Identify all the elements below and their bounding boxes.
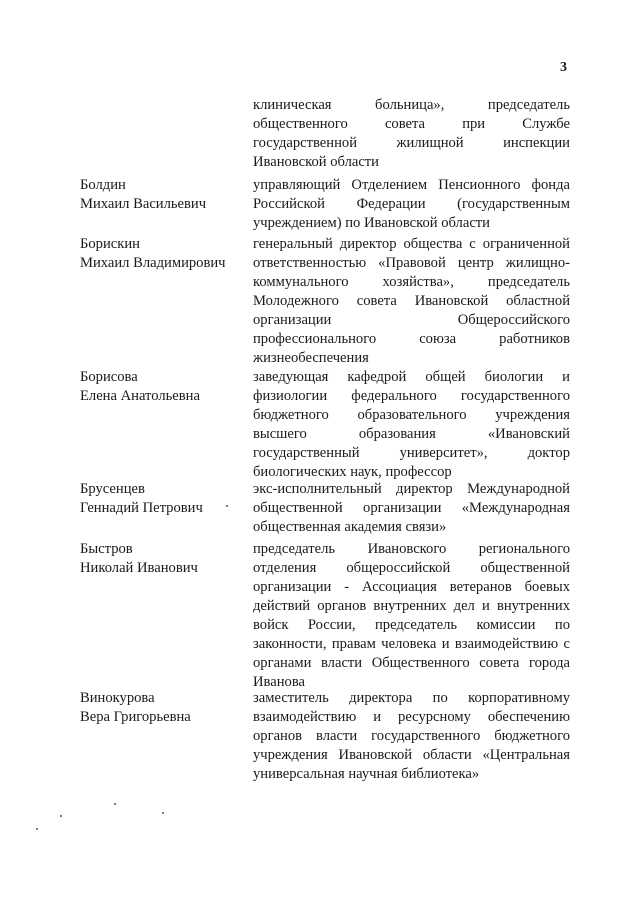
member-given-names: Вера Григорьевна bbox=[80, 709, 191, 725]
member-position bbox=[253, 689, 570, 784]
description-line: высшего образования «Ивановский bbox=[253, 426, 570, 442]
member-position bbox=[253, 480, 570, 537]
member-name bbox=[80, 176, 245, 214]
description-line: жизнеобеспечения bbox=[253, 350, 369, 366]
member-name bbox=[80, 368, 245, 406]
description-line: законности, правам человека и взаимодействию с bbox=[253, 636, 570, 652]
description-line: Ивановской области bbox=[253, 154, 379, 170]
description-line: государственный университет», доктор bbox=[253, 445, 570, 461]
description-line: взаимодействию и ресурсному обеспечению bbox=[253, 709, 570, 725]
member-given-names: Елена Анатольевна bbox=[80, 388, 200, 404]
member-name bbox=[80, 235, 245, 273]
description-line: клиническая больница», председатель bbox=[253, 97, 570, 113]
description-line: государственной жилищной инспекции bbox=[253, 135, 570, 151]
continuation-description bbox=[253, 96, 570, 172]
description-line: органов власти государственного бюджетного bbox=[253, 728, 570, 744]
member-given-names: Михаил Васильевич bbox=[80, 196, 207, 212]
description-line: действий органов внутренних дел и внутренних bbox=[253, 598, 570, 614]
member-surname: Борискин bbox=[80, 236, 140, 252]
description-line: ответственностью «Правовой центр жилищно- bbox=[253, 255, 570, 271]
description-line: универсальная научная библиотека» bbox=[253, 766, 480, 782]
description-line: председатель Ивановского регионального bbox=[253, 541, 570, 557]
description-line: общественная академия связи» bbox=[253, 519, 447, 535]
scan-speck bbox=[162, 812, 164, 814]
member-name bbox=[80, 689, 245, 727]
member-given-names: Николай Иванович bbox=[80, 560, 198, 576]
scan-speck bbox=[114, 803, 116, 805]
description-line: профессионального союза работников bbox=[253, 331, 570, 347]
member-surname: Брусенцев bbox=[80, 481, 145, 497]
member-name bbox=[80, 540, 245, 578]
description-line: биологических наук, профессор bbox=[253, 464, 452, 480]
description-line: учреждением) по Ивановской области bbox=[253, 215, 490, 231]
scan-speck bbox=[36, 828, 38, 830]
description-line: управляющий Отделением Пенсионного фонда bbox=[253, 177, 570, 193]
member-surname: Быстров bbox=[80, 541, 133, 557]
description-line: Российской Федерации (государственным bbox=[253, 196, 570, 212]
member-surname: Болдин bbox=[80, 177, 126, 193]
member-position bbox=[253, 235, 570, 368]
member-name bbox=[80, 480, 245, 518]
member-position bbox=[253, 368, 570, 482]
description-line: отделения общероссийской общественной bbox=[253, 560, 570, 576]
description-line: физиологии федерального государственного bbox=[253, 388, 570, 404]
description-line: бюджетного образовательного учреждения bbox=[253, 407, 570, 423]
description-line: Иванова bbox=[253, 674, 305, 690]
description-line: Молодежного совета Ивановской областной bbox=[253, 293, 570, 309]
description-line: заместитель директора по корпоративному bbox=[253, 690, 570, 706]
member-given-names: Геннадий Петрович bbox=[80, 500, 203, 516]
description-line: органами власти Общественного совета города bbox=[253, 655, 570, 671]
member-given-names: Михаил Владимирович bbox=[80, 255, 226, 271]
scan-speck bbox=[60, 815, 62, 817]
description-line: экс-исполнительный директор Международной bbox=[253, 481, 570, 497]
description-line: генеральный директор общества с ограниченной bbox=[253, 236, 570, 252]
description-line: организации - Ассоциация ветеранов боевых bbox=[253, 579, 570, 595]
scan-speck bbox=[226, 505, 228, 507]
description-line: общественного совета при Службе bbox=[253, 116, 570, 132]
description-line: заведующая кафедрой общей биологии и bbox=[253, 369, 570, 385]
member-position bbox=[253, 176, 570, 233]
description-line: коммунального хозяйства», председатель bbox=[253, 274, 570, 290]
page-number: 3 bbox=[560, 60, 567, 75]
description-line: войск России, председатель комиссии по bbox=[253, 617, 570, 633]
member-surname: Винокурова bbox=[80, 690, 155, 706]
description-line: общественной организации «Международная bbox=[253, 500, 570, 516]
member-position bbox=[253, 540, 570, 692]
description-line: организации Общероссийского bbox=[253, 312, 570, 328]
member-surname: Борисова bbox=[80, 369, 138, 385]
description-line: учреждения Ивановской области «Центральная bbox=[253, 747, 570, 763]
